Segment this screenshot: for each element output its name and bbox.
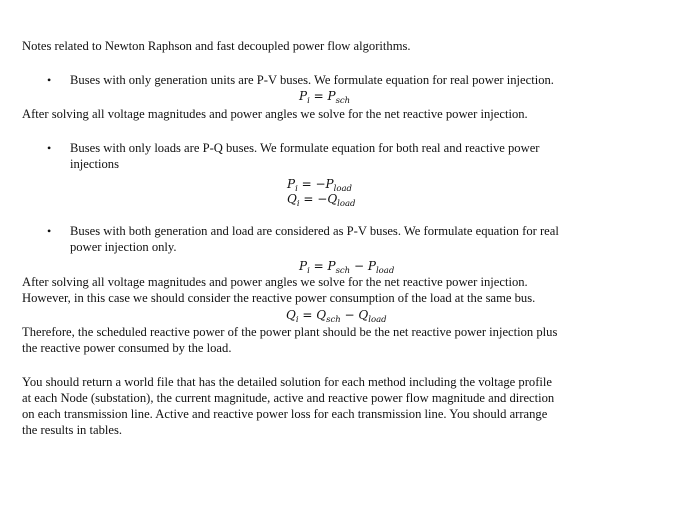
final-paragraph-line: the results in tables. (22, 423, 123, 437)
equation-q-load (287, 192, 356, 207)
therefore-line2: the reactive power consumed by the load. (22, 341, 232, 355)
eq-symbol: Q (316, 308, 327, 322)
equation-p-load (287, 177, 352, 192)
eq-symbol: Q (287, 192, 297, 206)
eq-symbol: P (327, 89, 336, 103)
eq-subscript: load (333, 184, 352, 194)
eq-subscript: load (337, 199, 356, 209)
bullet2-text-line2: injections (70, 157, 119, 171)
eq-subscript: load (368, 315, 387, 325)
after-bullet1-text: After solving all voltage magnitudes and power angles we solve for the net reactive power injection. (22, 107, 528, 121)
eq-symbol: P (287, 177, 296, 191)
eq-subscript: i (296, 199, 300, 209)
eq-operator: = (309, 89, 328, 103)
bullet-marker: • (47, 73, 52, 87)
bullet-marker: • (47, 224, 52, 238)
equation-p-gen (299, 89, 350, 104)
bullet2-text-line1: Buses with only loads are P-Q buses. We formulate equation for both real and reactive power (70, 141, 540, 155)
eq-symbol: P (299, 89, 308, 103)
bullet3-text-line2: power injection only. (70, 240, 177, 254)
eq-symbol: P (367, 259, 376, 273)
eq-subscript: sch (335, 96, 351, 106)
eq-operator: = (298, 308, 317, 322)
eq-operator: − (350, 259, 368, 273)
eq-symbol: Q (327, 192, 338, 206)
eq-symbol: P (325, 177, 334, 191)
after-bullet3-line2: However, in this case we should consider the reactive power consumption of the load at the same bus. (22, 291, 536, 305)
bullet-marker: • (47, 141, 52, 155)
eq-subscript: i (307, 96, 310, 106)
eq-subscript: sch (326, 315, 341, 325)
eq-subscript: i (295, 315, 299, 325)
eq-operator: = (309, 259, 328, 273)
eq-operator: = − (297, 177, 326, 191)
final-paragraph-line: on each transmission line. Active and reactive power loss for each transmission line. You should arrange (22, 407, 548, 421)
equation-p-net (299, 259, 394, 274)
equation-q-net (286, 308, 387, 323)
eq-symbol: Q (358, 308, 369, 322)
eq-operator: − (340, 308, 359, 322)
eq-subscript: load (375, 266, 395, 276)
eq-operator: = − (299, 192, 328, 206)
eq-subscript: i (295, 184, 298, 194)
bullet1-text: Buses with only generation units are P-V buses. We formulate equation for real power injection. (70, 73, 554, 87)
bullet3-text-line1: Buses with both generation and load are considered as P-V buses. We formulate equation for real (70, 224, 559, 238)
eq-symbol: Q (286, 308, 296, 322)
therefore-line1: Therefore, the scheduled reactive power of the power plant should be the net reactive power injection plus (22, 325, 558, 339)
after-bullet3-line1: After solving all voltage magnitudes and power angles we solve for the net reactive power injection. (22, 275, 528, 289)
eq-subscript: i (307, 266, 310, 276)
eq-symbol: P (327, 259, 336, 273)
final-paragraph-line: You should return a world file that has the detailed solution for each method including the voltage profile (22, 375, 552, 389)
eq-symbol: P (299, 259, 308, 273)
eq-subscript: sch (335, 266, 351, 276)
document-title: Notes related to Newton Raphson and fast decoupled power flow algorithms. (22, 39, 411, 53)
final-paragraph-line: at each Node (substation), the current magnitude, active and reactive power flow magnitude and direction (22, 391, 555, 405)
